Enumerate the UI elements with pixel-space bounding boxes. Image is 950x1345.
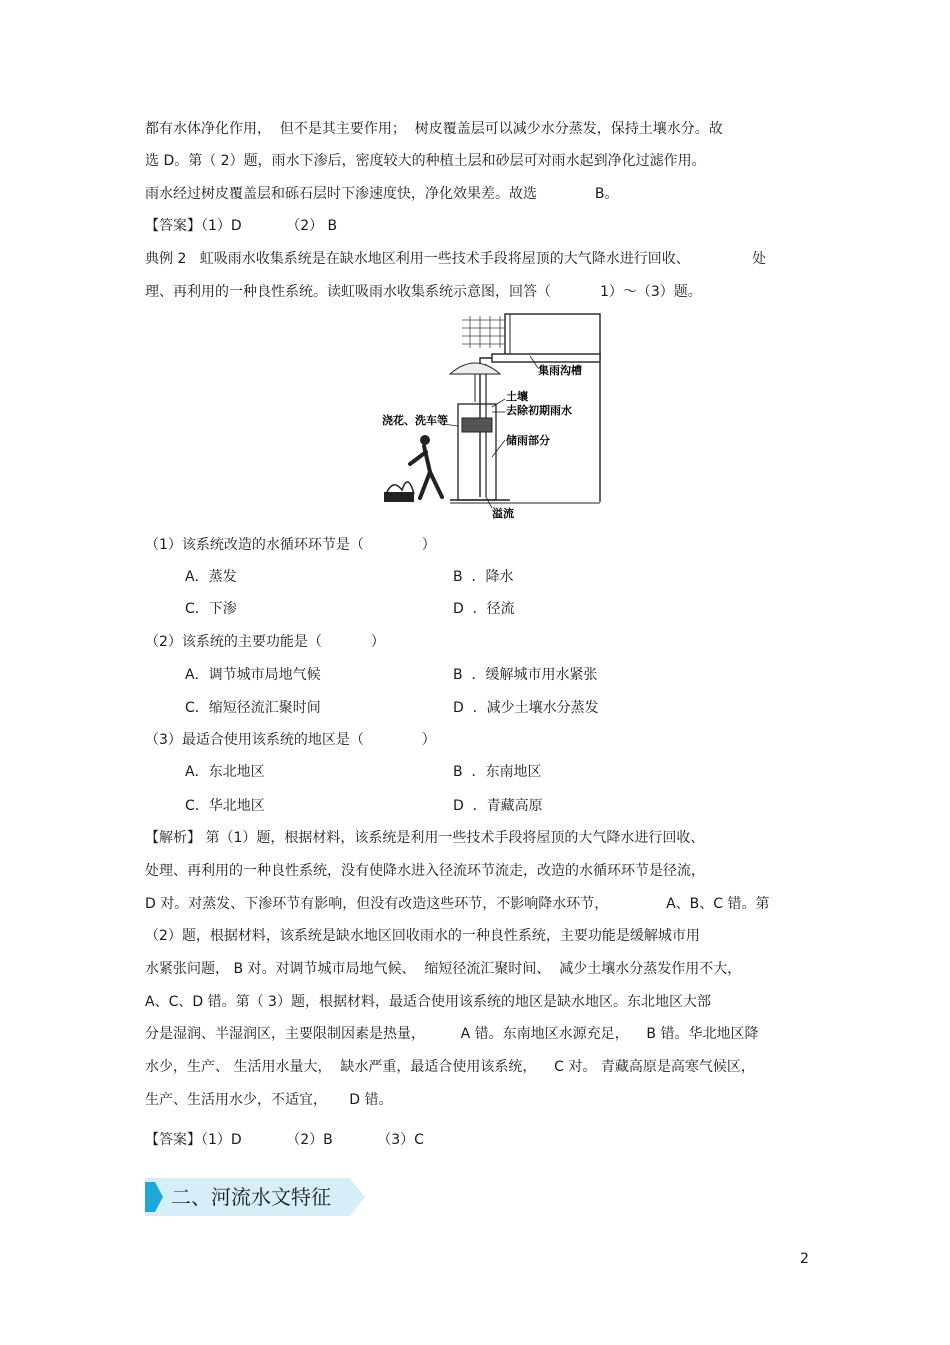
label-overflow: 溢流 bbox=[492, 507, 514, 520]
analysis-line: 水少，生产、 生活用水量大， 缺水严重，最适合使用该系统， C 对。 青藏高原是高寒气候区， bbox=[145, 1059, 755, 1075]
option-a: A．蒸发 bbox=[185, 569, 237, 585]
rainwater-system-diagram bbox=[380, 312, 605, 522]
option-d: D ．青藏高原 bbox=[453, 798, 543, 814]
option-d: D ．减少土壤水分蒸发 bbox=[453, 700, 599, 716]
option-b: B ．降水 bbox=[453, 569, 514, 585]
label-remove-initial-rain: 去除初期雨水 bbox=[506, 404, 572, 417]
answer-line: 【答案】（1）D （2） B bbox=[145, 218, 338, 234]
analysis-line: 【解析】 第（1）题，根据材料，该系统是利用一些技术手段将屋顶的大气降水进行回收、 bbox=[145, 830, 705, 846]
analysis-line: 水紧张问题， B 对。对调节城市局地气候、 缩短径流汇聚时间、 减少土壤水分蒸发作用不大， bbox=[145, 961, 742, 977]
analysis-line: 生产、生活用水少，不适宜， D 错。 bbox=[145, 1092, 393, 1108]
question-stem: （1）该系统改造的水循环环节是（ ） bbox=[145, 537, 436, 553]
analysis-line: 分是湿润、半湿润区，主要限制因素是热量， A 错。东南地区水源充足， B 错。华北地区降 bbox=[145, 1026, 759, 1042]
question-stem: （2）该系统的主要功能是（ ） bbox=[145, 634, 385, 650]
analysis-line: 处理、再利用的一种良性系统，没有使降水进入径流环节流走，改造的水循环环节是径流， bbox=[145, 863, 705, 879]
label-storage: 储雨部分 bbox=[506, 434, 550, 447]
section-title: 二、河流水文特征 bbox=[171, 1185, 331, 1209]
option-b: B ．东南地区 bbox=[453, 764, 542, 780]
option-a: A．调节城市局地气候 bbox=[185, 667, 321, 683]
example-line: 典例 2 虹吸雨水收集系统是在缺水地区利用一些技术手段将屋顶的大气降水进行回收、 处 bbox=[145, 251, 767, 267]
answer-line: 【答案】（1）D （2）B （3）C bbox=[145, 1132, 424, 1148]
rainwater-system-figure bbox=[380, 312, 605, 522]
analysis-line: D 对。对蒸发、下渗环节有影响，但没有改造这些环节，不影响降水环节， A、B、C 错。第 bbox=[145, 896, 770, 912]
label-collect-gutter: 集雨沟槽 bbox=[538, 364, 582, 377]
question-stem: （3）最适合使用该系统的地区是（ ） bbox=[145, 732, 436, 748]
example-line: 理、再利用的一种良性系统。读虹吸雨水收集系统示意图，回答（ 1）～（3）题。 bbox=[145, 284, 702, 300]
option-b: B ．缓解城市用水紧张 bbox=[453, 667, 598, 683]
option-c: C．华北地区 bbox=[185, 798, 265, 814]
option-d: D ．径流 bbox=[453, 601, 515, 617]
page-number: 2 bbox=[800, 1251, 809, 1267]
option-a: A．东北地区 bbox=[185, 764, 265, 780]
text-line: 选 D。第（ 2）题，雨水下渗后，密度较大的种植土层和砂层可对雨水起到净化过滤作用。 bbox=[145, 153, 706, 169]
label-watering: 浇花、洗车等 bbox=[382, 414, 448, 427]
text-line: 都有水体净化作用， 但不是其主要作用； 树皮覆盖层可以减少水分蒸发，保持土壤水分。故 bbox=[145, 121, 723, 137]
analysis-line: （2）题，根据材料，该系统是缺水地区回收雨水的一种良性系统，主要功能是缓解城市用 bbox=[145, 928, 700, 944]
label-soil: 土壤 bbox=[506, 390, 528, 403]
analysis-line: A、C、D 错。第（ 3）题，根据材料，最适合使用该系统的地区是缺水地区。东北地区大部 bbox=[145, 994, 711, 1010]
text-line: 雨水经过树皮覆盖层和砾石层时下渗速度快，净化效果差。故选 B。 bbox=[145, 186, 619, 202]
section-heading bbox=[145, 1178, 365, 1216]
option-c: C．下渗 bbox=[185, 601, 237, 617]
option-c: C．缩短径流汇聚时间 bbox=[185, 700, 321, 716]
